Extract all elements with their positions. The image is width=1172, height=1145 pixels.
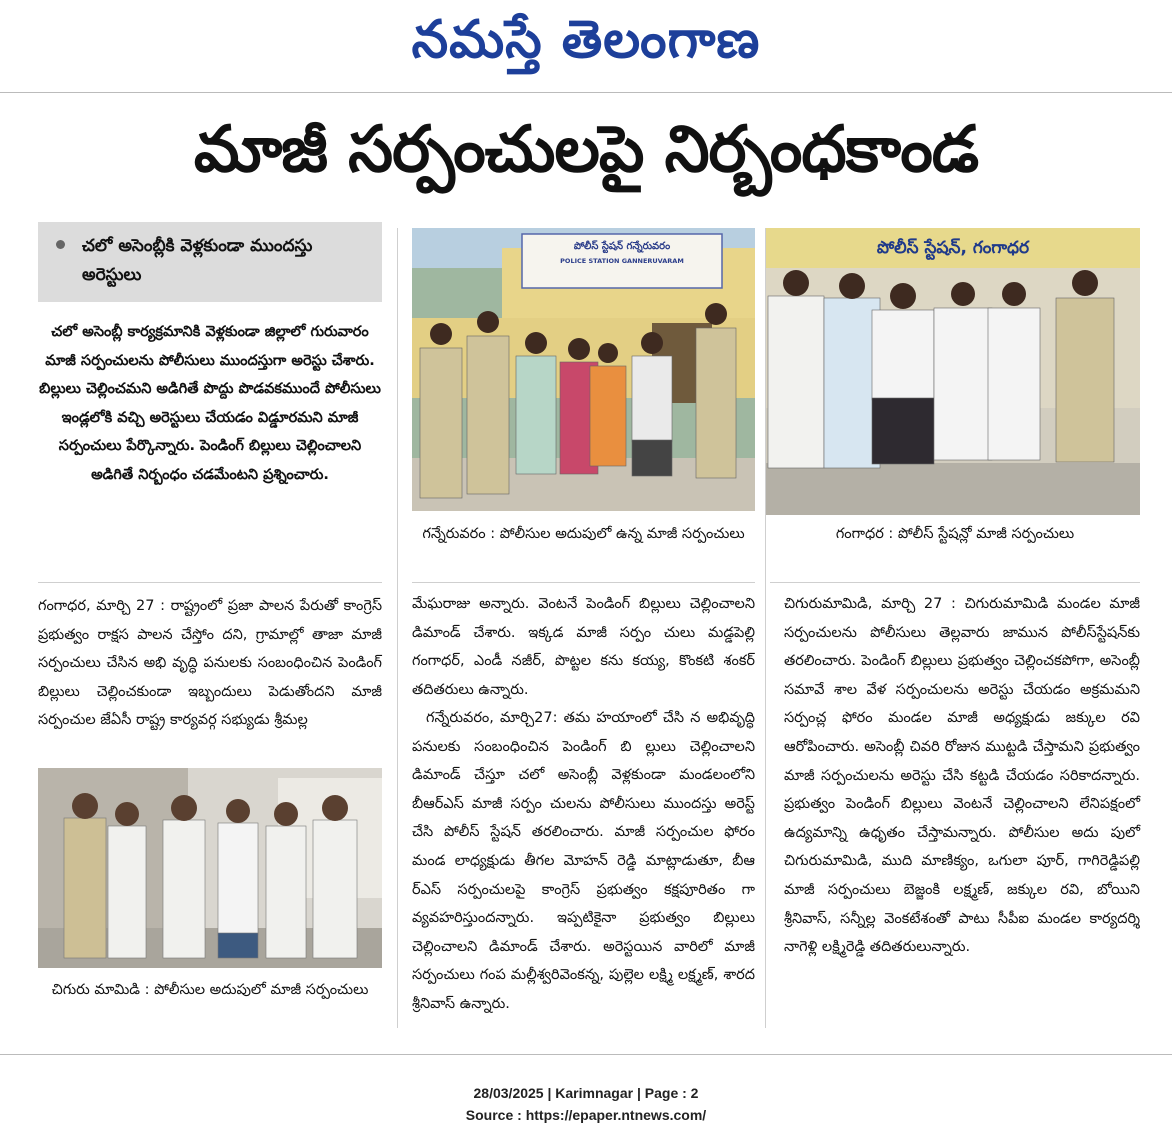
divider <box>770 582 1140 583</box>
photo-chigurumamidi <box>38 768 382 968</box>
masthead <box>0 8 1172 72</box>
footer-date-edition: 28/03/2025 | Karimnagar | Page : 2 <box>473 1085 699 1101</box>
divider <box>38 582 382 583</box>
caption-gangadhara: గంగాధర : పోలీస్ స్టేషన్లో మాజీ సర్పంచులు <box>835 526 1075 542</box>
col3-body: చిగురుమామిడి, మార్చి 27 : చిగురుమామిడి మండల మాజీ సర్పంచులను పోలీసులు తెల్లవారు జామున పోలీస్‌స్టేషన్‌కు తరలించారు. పెండింగ్ బిల్లులు ప్రభుత్వం చెల్లించకపోగా, అసెంబ్లీ సమావే శాల వేళ సర్పంచులను అరెస్టు చేయడం అక్రమమని సర్పంచ్ల ఫోరం మండల మాజీ అధ్యక్షుడు జక్కుల రవి ఆరోపించారు. అసెంబ్లీ చివరి రోజున ముట్టడి చేస్తామని ప్రభుత్వం మాజీ సర్పంచులను అరెస్టు చేసి కట్టడి చేయడం సరికాదన్నారు. ప్రభుత్వం పెండింగ్ బిల్లులు వెంటనే చెల్లించాలని లేనిపక్షంలో ఉద్యమాన్ని ఉధృతం చేస్తామన్నారు. పోలీసుల అదు పులో చిగురుమామిడి, ముది మాణిక్యం, ఒగులా పూర్, గాగిరెడ్డిపల్లి మాజీ సర్పంచులు బెజ్జంకి లక్ష్మణ్, జక్కుల రవి, బోయిని శ్రీనివాస్, సన్నీల్ల వెంకటేశంతో పాటు సీపీఐ మండల కార్యదర్శి నాగెళ్లి లక్ష్మిరెడ్డి తదితరులున్నారు. <box>784 596 1140 956</box>
headline: మాజీ సర్పంచులపై నిర్బంధకాండ <box>193 113 979 187</box>
photo-gangadhara <box>766 228 1140 515</box>
col2-body: మేఘరాజు అన్నారు. వెంటనే పెండింగ్ బిల్లులు చెల్లించాలని డిమాండ్ చేశారు. ఇక్కడ మాజీ సర్పం చులు మడ్డపెల్లి గంగాధర్, ఎండీ నజీర్, పొట్టల కను కయ్య, కొంకటి శంకర్ తదితరులు ఉన్నారు. <box>412 596 755 698</box>
station-sign: పోలీస్ స్టేషన్ గన్నేరువరం <box>573 241 671 252</box>
masthead-rule <box>0 92 1172 93</box>
station-sign-english: POLICE STATION GANNERUVARAM <box>560 257 684 265</box>
highlight-box <box>38 222 382 302</box>
caption-chigurumamidi: చిగురు మామిడి : పోలీసుల అదుపులో మాజీ సర్పంచులు <box>51 982 369 998</box>
highlight-text: చలో అసెంబ్లీకి వెళ్లకుండా ముందస్తు అరెస్టులు <box>82 236 313 285</box>
divider <box>412 582 755 583</box>
col1-body: గంగాధర, మార్చి 27 : రాష్ట్రంలో ప్రజా పాలన పేరుతో కాంగ్రెస్ ప్రభుత్వం రాక్షస పాలన చేస్తోం దని, గ్రామాల్లో తాజా మాజీ సర్పంచులు చేసిన అభి వృద్ధి పనులకు సంబంధించిన పెండింగ్ బిల్లులు చెల్లించకుండా ఇబ్బందులు పెడుతోందని మాజీ సర్పంచుల జేఏసీ రాష్ట్ర కార్యవర్గ సభ్యుడు శ్రీమల్ల <box>38 598 382 729</box>
photo-gannervaram <box>412 228 755 511</box>
footer-rule <box>0 1054 1172 1055</box>
column-divider <box>397 228 398 1028</box>
col2-body-gannervaram: గన్నేరువరం, మార్చి27: తమ హయాంలో చేసి న అభివృద్ధి పనులకు సంబంధించిన పెండింగ్ బి ల్లులు చెల్లించాలని డిమాండ్ చేస్తూ చలో అసెంబ్లీ వెళ్లకుండా మండలంలోని బీఆర్ఎస్ మాజీ సర్పం చులను పోలీసులు ముందస్తు అరెస్ట్ చేసి పోలీస్ స్టేషన్ తరలించారు. మాజీ సర్పంచుల ఫోరం మండ లాధ్యక్షుడు తీగల మోహన్ రెడ్డి మాట్లాడుతూ, బీఆ ర్ఎస్ సర్పంచులపై కాంగ్రెస్ ప్రభుత్వం కక్షపూరితం గా వ్యవహరిస్తుందన్నారు. ఇప్పటికైనా ప్రభుత్వం బిల్లులు చెల్లించాలని డిమాండ్ చేశారు. అరెస్టయిన వారిలో మాజీ సర్పంచులు గంప మల్లీశ్వరివెంకన్న, పుల్లెల లక్ష్మి లక్ష్మణ్, శారద శ్రీనివాస్ ఉన్నారు. <box>412 710 755 1012</box>
lead-paragraph: చలో అసెంబ్లీ కార్యక్రమానికి వెళ్లకుండా జిల్లాలో గురువారం మాజీ సర్పంచులను పోలీసులు ముందస్తుగా అరెస్టు చేశారు. బిల్లులు చెల్లించమని అడిగితే పొద్దు పొడవకముందే పోలీసులు ఇండ్లలోకి వచ్చి అరెస్టులు చేయడం విడ్డూరమని మాజీ సర్పంచులు పేర్కొన్నారు. పెండింగ్ బిల్లులు చెల్లించాలని అడిగితే నిర్బంధం చడమేంటని ప్రశ్నించారు. <box>39 324 381 483</box>
footer <box>0 1082 1172 1126</box>
caption-gannervaram: గన్నేరువరం : పోలీసుల అదుపులో ఉన్న మాజీ సర్పంచులు <box>422 526 745 542</box>
masthead-title: నమస్తే తెలంగాణ <box>411 9 761 70</box>
footer-source: Source : https://epaper.ntnews.com/ <box>465 1107 707 1123</box>
station-sign: పోలీస్ స్టేషన్, గంగాధర <box>876 238 1030 258</box>
bullet-icon <box>56 240 65 249</box>
